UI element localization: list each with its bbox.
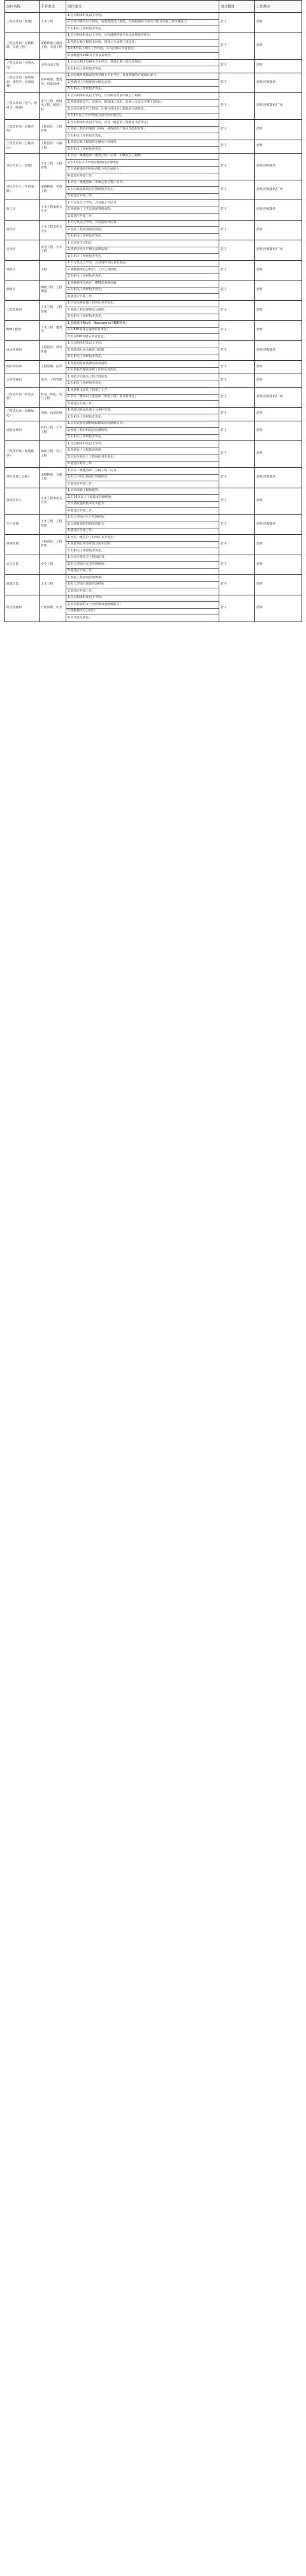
requirement-line: 1.具有注册监理工程师证书者优先； [66,301,219,308]
table-row [5,488,302,514]
requirement-line: 2.有相关工作经验者优先； [66,287,219,295]
cell-major: 法学、工程管理 [40,374,66,388]
cell-location: 昆明/西双版纳/广州 [255,240,302,261]
cell-requirements [66,514,219,535]
requirement-line: 1.大专及以上学历，具有施工员证书； [66,200,219,207]
cell-count: 若干 [219,595,255,622]
cell-major: 土木工程、建筑学 [40,321,66,341]
requirement-line: 2.具有较强的文字功底和沟通协调能力； [66,602,219,609]
cell-count: 若干 [219,514,255,535]
table-row [5,374,302,388]
cell-count: 若干 [219,361,255,374]
requirement-line: 3.有相关工作经验者优先。 [68,355,105,358]
requirement-line: 3.能适应外派工作。 [68,214,95,218]
table-row [5,33,302,59]
header-requirements: 岗位要求 [66,1,219,13]
cell-major: 土木工程类相关专业 [40,200,66,221]
cell-requirements [66,180,219,200]
requirement-line: 1.熟悉招投标法律法规及流程； [66,361,219,368]
table-row [5,575,302,595]
cell-major: 工程造价、工程管理 [40,535,66,555]
requirement-line: 1.具有注册安全工程师证书； [66,555,219,562]
cell-count: 若干 [219,555,255,575]
requirement-line: 3.有相关工作经验者优先。 [68,435,105,439]
requirement-line: 1.熟练使用Revit、Navisworks等BIM软件； [66,321,219,328]
cell-location: 昆明 [255,575,302,595]
cell-requirements [66,535,219,555]
cell-major: 工程造价、财务管理 [40,340,66,361]
requirement-line: 4.能适应野外工作。 [68,462,95,465]
cell-requirements [66,73,219,93]
requirement-line: 3.具有注册岩土工程师证书者优先； [66,455,219,462]
cell-location: 昆明 [255,374,302,388]
cell-requirements [66,300,219,321]
requirement-line: 2.具有二级及以上建造师（机电工程）证书者优先； [66,395,219,402]
cell-requirements [66,361,219,374]
cell-position: 测量员 [5,280,40,301]
requirement-line: 1.熟悉工程质量管理体系； [66,575,219,582]
requirement-line: 2.熟悉工程质量验收规范； [66,227,219,234]
requirement-line: 1.具有一级建造师（公路工程）证书； [66,468,219,475]
requirement-line: 1.具有水利水电相关专业背景，熟悉水利工程设计规范； [66,60,219,67]
cell-position: 项目经理（公路） [5,468,40,488]
table-row [5,321,302,341]
requirement-line: 1.全日制本科及以上学历； [66,595,219,602]
requirement-line: 2.熟悉建筑电气、给排水、暖通设计规范，能独立完成专业施工图设计； [66,100,219,107]
requirement-line: 1.具有试验检测师或助理试验检测师证书； [66,421,219,428]
cell-position: 质检员 [5,220,40,240]
cell-major: 不限 [40,260,66,280]
cell-position: 试验检测岗 [5,421,40,441]
requirement-line: 3.能适应外派工作。 [68,402,95,405]
cell-count: 若干 [219,441,255,468]
cell-position: 技术负责人 [5,488,40,514]
cell-count: 若干 [219,240,255,261]
cell-major: 城乡规划、建筑学、风景园林 [40,73,66,93]
cell-position: 工程技术岗（园林绿化） [5,407,40,421]
requirement-line: 2.熟悉项目成本核算与控制； [66,347,219,354]
cell-count: 若干 [219,93,255,120]
header-count: 需求数量 [219,1,255,13]
cell-location: 昆明 [255,280,302,301]
cell-position: 工程设计岗（住建） [5,13,40,33]
cell-count: 若干 [219,407,255,421]
cell-major: 水利水电工程 [40,59,66,73]
cell-position: 工程设计岗（城乡规划、建筑学、风景园林） [5,73,40,93]
requirement-line: 2.有大型项目质量管理经验； [66,582,219,589]
cell-location: 昆明 [255,535,302,555]
requirement-line: 2.有BIM项目实施经验者优先； [66,328,219,335]
cell-major: 土木工程、工程管理 [40,153,66,180]
cell-major: 土木工程 [40,13,66,33]
cell-location: 昆明 [255,300,302,321]
cell-count: 若干 [219,260,255,280]
requirement-line: 3.能适应外派工作。 [68,589,95,593]
cell-location: 昆明/西双版纳 [255,468,302,488]
cell-position: 质量总监 [5,575,40,595]
cell-requirements [66,407,219,421]
requirement-line: 2.熟悉工程材料试验检测规程； [66,428,219,435]
requirement-line: 3.具有BIM等级证书者优先。 [68,335,107,338]
header-major: 专业要求 [40,1,66,13]
cell-count: 若干 [219,220,255,240]
cell-position: 工程造价岗（房建市政） [5,120,40,140]
cell-major: 道路桥梁、交通工程 [40,468,66,488]
cell-position: 施工员 [5,200,40,221]
cell-count: 若干 [219,421,255,441]
header-location: 工作地点 [255,1,302,13]
cell-position: 项目负责人（市政道路） [5,180,40,200]
table-row [5,388,302,408]
table-row [5,535,302,555]
table-row [5,595,302,622]
cell-major: 安全工程、土木工程 [40,240,66,261]
cell-requirements [66,595,219,622]
requirement-line: 3.有相关工作经验者优先。 [68,134,105,138]
table-row [5,555,302,575]
cell-position: 安全员 [5,240,40,261]
table-row [5,93,302,120]
cell-requirements [66,240,219,261]
table-row [5,300,302,321]
cell-position: 成本管理岗 [5,340,40,361]
cell-requirements [66,200,219,221]
table-row [5,280,302,301]
table-row [5,407,302,421]
cell-location: 昆明 [255,140,302,153]
requirement-line: 1.全日制本科及以上学历，具有相关专业中级以上职称； [66,93,219,100]
table-row [5,340,302,361]
requirement-line: 2.有5年以上大中型房建项目管理经验； [66,160,219,167]
table-body [5,13,302,622]
cell-major: 材料工程、土木工程 [40,421,66,441]
cell-count: 若干 [219,140,255,153]
table-row [5,200,302,221]
cell-requirements [66,93,219,120]
cell-major: 地质工程、岩土工程 [40,441,66,468]
requirement-line: 2.熟悉岩土工程勘察规范； [66,448,219,455]
cell-location: 昆明/西双版纳/广州 [255,93,302,120]
cell-position: BIM工程师 [5,321,40,341]
cell-position: 项目负责人（房建） [5,153,40,180]
requirement-line: 2.熟悉公路工程技术标准，能独立完成施工图设计； [66,40,219,47]
cell-major: 土木工程、工程管理 [40,514,66,535]
requirement-line: 2.熟悉工程造价编制与审核，熟练使用广联达等造价软件； [66,127,219,134]
requirement-line: 2.有市政道路项目管理经验者优先； [66,187,219,194]
cell-position: 工程造价岗（公路水运） [5,140,40,153]
requirement-line: 2.有相关工作经验者优先。 [68,382,105,385]
cell-count: 若干 [219,340,255,361]
table-row [5,180,302,200]
requirement-line: 1.具有一级建造师（建筑工程）证书，中级及以上职称； [66,154,219,161]
requirement-line: 2.有相关工作经验者优先。 [68,147,105,151]
recruitment-table [4,0,302,622]
requirement-line: 1.熟悉合同法及工程合同管理； [66,374,219,381]
table-row [5,240,302,261]
requirement-line: 2.有招标代理或采购工作经验者优先。 [68,368,120,372]
cell-location: 昆明 [255,220,302,240]
requirement-line: 2.熟悉施工工艺及现场管理流程； [66,207,219,214]
cell-count: 若干 [219,535,255,555]
requirement-line: 1.全日制本科及以上学历，具有道路桥梁专业设计资质者优先； [66,33,219,40]
requirement-line: 1.熟悉园林绿化施工及养护管理； [66,408,219,415]
cell-major: 道路桥梁、市政工程 [40,180,66,200]
table-row [5,120,302,140]
requirement-line: 1.具有一级建造师（市政公用工程）证书； [66,180,219,187]
requirement-line: 3.熟练使用办公软件； [66,609,219,616]
requirement-line: 1.熟悉公路工程预算定额及计价规范； [66,140,219,147]
cell-count: 若干 [219,73,255,93]
requirement-line: 2.有相关工作经验者优先。 [68,415,105,419]
cell-major: 园林、风景园林 [40,407,66,421]
requirement-line: 2.熟悉项目商务管理及成本控制； [66,542,219,549]
cell-location: 昆明/西双版纳 [255,514,302,535]
table-row [5,468,302,488]
requirement-line: 2.有大中型公路项目管理经验； [66,475,219,482]
requirement-line: 4.中共党员优先。 [68,616,92,620]
requirement-line: 1.大专及以上学历，具有资料员证书者优先； [66,261,219,268]
cell-location: 昆明/西双版纳 [255,153,302,180]
requirement-line: 1.具有高级工程师职称； [66,488,219,495]
requirement-line: 2.有10年以上工程技术管理经验； [66,495,219,502]
cell-position: 工程设计岗（道路桥梁、交通工程） [5,33,40,59]
requirement-line: 1.具有城乡规划或建筑学相关专业学历，具备较强的方案设计能力； [66,73,219,80]
cell-major: 电气工程、给排水工程、暖通工程 [40,93,66,120]
cell-requirements [66,374,219,388]
cell-count: 若干 [219,388,255,408]
cell-position: 商务经理 [5,535,40,555]
cell-count: 若干 [219,120,255,140]
requirement-line: 4.能适应外派工作。 [68,174,95,178]
cell-count: 若干 [219,153,255,180]
cell-location: 昆明 [255,260,302,280]
cell-location: 昆明 [255,13,302,33]
cell-count: 若干 [219,13,255,33]
table-row [5,73,302,93]
cell-major: 测绘工程、工程测量 [40,280,66,301]
cell-requirements [66,488,219,514]
requirement-line: 1.全日制本科及以上学历； [66,341,219,348]
table-row [5,260,302,280]
header-position: 岗位名称 [5,1,40,13]
requirement-line: 1.有大型项目生产管理经验； [66,515,219,522]
recruitment-table-container [4,0,302,622]
cell-position: 招标采购岗 [5,361,40,374]
cell-requirements [66,388,219,408]
requirement-line: 3.有相关工作经验者优先。 [68,235,105,238]
cell-requirements [66,13,219,33]
requirement-line: 2.有大型项目安全管理经验； [66,562,219,569]
cell-location: 昆明 [255,361,302,374]
cell-requirements [66,340,219,361]
cell-requirements [66,59,219,73]
requirement-line: 1.全日制本科及以上学历； [66,441,219,448]
cell-position: 综合管理岗 [5,595,40,622]
cell-position: 资料员 [5,260,40,280]
cell-requirements [66,280,219,301]
cell-location: 昆明/西双版纳/广州 [255,388,302,408]
cell-position: 工程监理岗 [5,300,40,321]
table-row [5,441,302,468]
requirement-line: 1.全日制本科及以上学历； [66,13,219,20]
requirement-line: 3.能适应外派工作。 [68,194,95,198]
requirement-line: 3.能适应外派工作。 [68,569,95,572]
requirement-line: 2.熟悉安全生产相关法律法规； [66,247,219,254]
table-row [5,59,302,73]
cell-major: 土木工程类相关专业 [40,488,66,514]
cell-position: 工程设计岗（水利水电） [5,59,40,73]
requirement-line: 3.具备较强的技术攻关能力； [66,502,219,509]
table-row [5,220,302,240]
requirement-line: 1.全日制本科及以上学历，具有一级造价工程师证书者优先； [66,120,219,127]
cell-major: 工程造价、交通工程 [40,140,66,153]
cell-count: 若干 [219,180,255,200]
cell-count: 若干 [219,280,255,301]
requirement-line: 3.有相关工作经验者优先。 [68,275,105,278]
cell-count: 若干 [219,321,255,341]
requirement-line: 1.大专及以上学历，具有质检员证书； [66,221,219,228]
cell-position: 生产经理 [5,514,40,535]
cell-position: 工程设计岗（电气、给排水、暖通） [5,93,40,120]
requirement-line: 2.熟悉工程监理规范及流程； [66,307,219,314]
cell-location: 昆明 [255,407,302,421]
cell-major: 土木工程、工程管理 [40,300,66,321]
cell-location: 昆明 [255,595,302,622]
cell-requirements [66,575,219,595]
cell-requirements [66,421,219,441]
table-row [5,153,302,180]
cell-count: 若干 [219,200,255,221]
requirement-line: 3.有相关工作经验者优先。 [68,254,105,258]
cell-count: 若干 [219,374,255,388]
requirement-line: 1.具有安全员C证； [66,240,219,247]
requirement-line: 3.能适应外派工作。 [68,529,95,532]
cell-requirements [66,120,219,140]
cell-major: 土木工程类相关专业 [40,220,66,240]
cell-requirements [66,140,219,153]
cell-major: 工程造价、工程管理 [40,120,66,140]
cell-location: 昆明 [255,421,302,441]
requirement-line: 3.有相关工作经验者优先。 [68,27,105,31]
cell-location: 昆明 [255,321,302,341]
requirement-line: 3.有5年以上相关工作经验，具有注册证书者优先； [66,47,219,54]
cell-position: 合同管理岗 [5,374,40,388]
cell-major: 道路桥梁与渡河工程、交通工程 [40,33,66,59]
cell-count: 若干 [219,59,255,73]
table-row [5,140,302,153]
requirement-line: 2.具有中级及以上职称，熟悉建筑设计规范，具备较强的专业设计能力和施工图审核能力； [66,20,219,27]
requirement-line: 2.有相关工作经验者优先。 [68,67,105,71]
cell-count: 若干 [219,468,255,488]
cell-requirements [66,555,219,575]
cell-position: 工程技术岗（地质勘察） [5,441,40,468]
cell-location: 昆明/西双版纳 [255,200,302,221]
cell-location: 昆明/西双版纳 [255,73,302,93]
cell-requirements [66,220,219,240]
cell-location: 昆明 [255,33,302,59]
cell-location: 昆明 [255,120,302,140]
cell-count: 若干 [219,575,255,595]
requirement-line: 3.有相关工作经验者优先。 [68,87,105,91]
requirement-line: 4.有5年以上大中型项目设计经验者优先。 [68,114,125,117]
cell-position: 工程技术岗（机电安装） [5,388,40,408]
requirement-line: 3.具备较强的组织协调能力和沟通能力； [66,167,219,174]
cell-requirements [66,441,219,468]
cell-location: 昆明/西双版纳/广州 [255,180,302,200]
requirement-line: 4.能适应外派工作。 [68,509,95,513]
requirement-line: 3.有相关工作经验者优先。 [68,315,105,318]
cell-location: 昆明 [255,555,302,575]
requirement-line: 2.熟练使用办公软件，工作认真细致； [66,267,219,274]
requirement-line: 1.具有一级造价工程师证书者优先； [66,535,219,542]
cell-location: 昆明 [255,488,302,514]
table-row [5,514,302,535]
cell-position: 安全总监 [5,555,40,575]
requirement-line: 3.能适应外派工作。 [68,482,95,486]
cell-major: 安全工程 [40,555,66,575]
requirement-line: 3.能适应外派工作。 [68,295,95,298]
cell-requirements [66,153,219,180]
table-row [5,421,302,441]
cell-count: 若干 [219,33,255,59]
table-row [5,361,302,374]
cell-requirements [66,33,219,59]
table-row [5,13,302,33]
cell-requirements [66,260,219,280]
cell-requirements [66,321,219,341]
cell-count: 若干 [219,488,255,514]
requirement-line: 3.有相关工作经验者优先。 [68,549,105,553]
cell-location: 昆明 [255,59,302,73]
cell-major: 机电一体化、电气工程 [40,388,66,408]
requirement-line: 2.熟悉国土空间规划及相关法规； [66,80,219,87]
cell-requirements [66,468,219,488]
table-header-row [5,1,302,13]
requirement-line: 4.熟练使用CAD等专业设计软件。 [68,54,114,57]
cell-major: 行政管理、中文 [40,595,66,622]
requirement-line: 1.熟练使用全站仪、GPS等测量仪器； [66,280,219,287]
cell-major: 工程管理、法学 [40,361,66,374]
cell-location: 昆明/西双版纳 [255,340,302,361]
cell-location: 昆明 [255,441,302,468]
requirement-line: 2.具备较强的组织协调能力； [66,521,219,528]
requirement-line: 3.具有注册电气工程师、注册公用设备工程师证书者优先； [66,106,219,113]
requirement-line: 1.熟悉机电安装工程施工工艺； [66,388,219,395]
cell-count: 若干 [219,300,255,321]
cell-major: 土木工程 [40,575,66,595]
